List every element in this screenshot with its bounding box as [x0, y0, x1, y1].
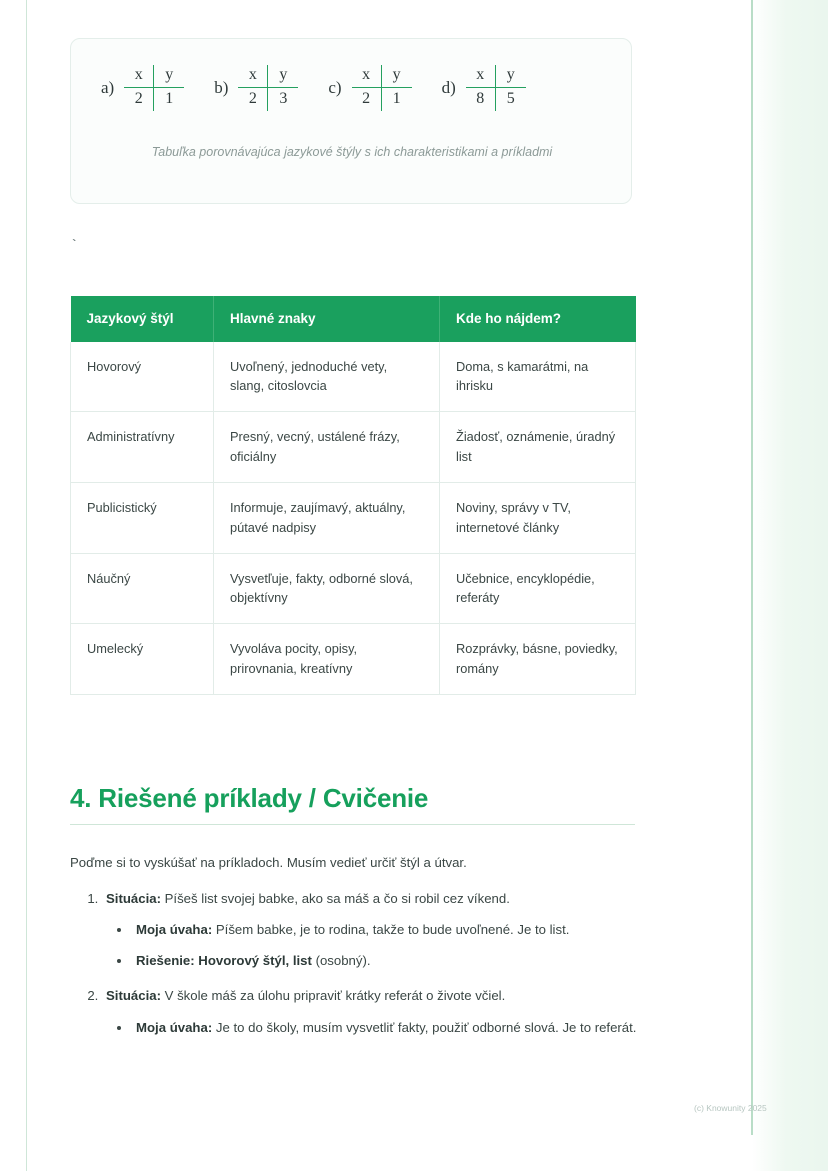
formula-d-y-head: y [496, 65, 526, 88]
formula-d-x-head: x [466, 65, 496, 88]
formula-d-x-value: 8 [466, 88, 496, 111]
page-left-rule [26, 0, 27, 1171]
example-1-body: Píšeš list svojej babke, ako sa máš a čo si robil cez víkend. [160, 891, 510, 906]
example-2-bullet-1-body: Je to do školy, musím vysvetliť fakty, použiť odborné slová. Je to referát. [212, 1019, 637, 1035]
formula-d-y-value: 5 [506, 90, 515, 107]
cell-style: Administratívny [71, 412, 214, 483]
section-intro: Poďme si to vyskúšať na príkladoch. Musím vedieť určiť štýl a útvar. [70, 855, 467, 870]
table-header-row [71, 296, 636, 342]
formula-item-a [101, 65, 184, 111]
example-1-bullet-1-label: Moja úvaha: [136, 922, 213, 938]
example-2-bullet-1-label: Moja úvaha: [136, 1019, 213, 1035]
page-right-band [752, 0, 828, 1171]
cell-where: Učebnice, encyklopédie, referáty [440, 553, 636, 624]
page-content [45, 0, 745, 1171]
example-1-bullets [106, 919, 692, 971]
formula-a-x-head: x [124, 65, 154, 88]
cell-where: Žiadosť, oznámenie, úradný list [440, 412, 636, 483]
example-1-text [106, 891, 510, 906]
formula-label-d: d) [441, 78, 456, 97]
page-right-rule [751, 0, 753, 1135]
table-header-features: Hlavné znaky [214, 296, 440, 342]
formula-item-b [214, 65, 298, 111]
cell-features: Vysvetľuje, fakty, odborné slová, objektívny [214, 553, 440, 624]
formula-a-y-head: y [154, 65, 184, 88]
formula-label-c: c) [328, 78, 342, 97]
formula-a-y-value: 1 [165, 90, 174, 107]
cell-features: Vyvoláva pocity, opisy, prirovnania, kreatívny [214, 624, 440, 695]
formula-c-x-head: x [352, 65, 382, 88]
formula-c-x-value: 2 [352, 88, 382, 111]
cell-where: Rozprávky, básne, poviedky, romány [440, 624, 636, 695]
formula-label-b: b) [214, 78, 229, 97]
table-row [71, 624, 636, 695]
formula-card [70, 38, 632, 204]
table-row [71, 553, 636, 624]
example-2-label: Situácia: [106, 988, 161, 1004]
formula-item-c [328, 65, 411, 111]
examples-list [70, 888, 692, 1052]
formula-minitable-d [466, 65, 526, 111]
table-row [71, 482, 636, 553]
page-title: 4. Riešené príklady / Cvičenie [70, 783, 635, 825]
formula-c-y-value: 1 [392, 90, 401, 107]
formula-c-y-head: y [382, 65, 412, 88]
example-2-bullets [106, 1017, 692, 1038]
table-header-where: Kde ho nájdem? [440, 296, 636, 342]
list-item [132, 1017, 692, 1038]
table-row [71, 342, 636, 412]
example-1-bullet-1-body: Píšem babke, je to rodina, takže to bude uvoľnené. Je to list. [212, 922, 570, 938]
list-item [132, 919, 692, 940]
cell-style: Náučný [71, 553, 214, 624]
cell-where: Doma, s kamarátmi, na ihrisku [440, 342, 636, 412]
cell-where: Noviny, správy v TV, internetové články [440, 482, 636, 553]
list-item [132, 950, 692, 971]
formula-b-y-head: y [268, 65, 298, 88]
formula-minitable-c [352, 65, 412, 111]
stray-backtick: ` [70, 238, 79, 254]
formula-item-d [442, 65, 526, 111]
table-row [71, 412, 636, 483]
example-2-text [106, 988, 505, 1003]
formula-a-x-value: 2 [124, 88, 154, 111]
table-header-style: Jazykový štýl [71, 296, 214, 342]
cell-features: Presný, vecný, ustálené frázy, oficiálny [214, 412, 440, 483]
example-2-body: V škole máš za úlohu pripraviť krátky referát o živote včiel. [160, 988, 506, 1004]
cell-style: Publicistický [71, 482, 214, 553]
formula-b-x-head: x [238, 65, 268, 88]
formula-b-x-value: 2 [238, 88, 268, 111]
watermark: (c) Knowunity 2025 [694, 1103, 767, 1113]
cell-features: Informuje, zaujímavý, aktuálny, pútavé nadpisy [214, 482, 440, 553]
formula-minitable-b [238, 65, 298, 111]
language-styles-table [70, 296, 636, 695]
formula-label-a: a) [101, 78, 115, 97]
example-1-bullet-2-body: (osobný). [311, 953, 371, 969]
formula-b-y-value: 3 [279, 90, 288, 107]
formula-minitable-a [124, 65, 184, 111]
cell-features: Uvoľnený, jednoduché vety, slang, citoslovcia [214, 342, 440, 412]
formula-card-caption: Tabuľka porovnávajúca jazykové štýly s ich charakteristikami a príkladmi [151, 145, 553, 159]
cell-style: Hovorový [71, 342, 214, 412]
example-1-bullet-2-label: Riešenie: Hovorový štýl, list [136, 953, 312, 969]
list-item [102, 888, 692, 971]
example-1-label: Situácia: [106, 891, 161, 906]
cell-style: Umelecký [71, 624, 214, 695]
list-item [102, 985, 692, 1037]
formula-row [71, 65, 633, 111]
